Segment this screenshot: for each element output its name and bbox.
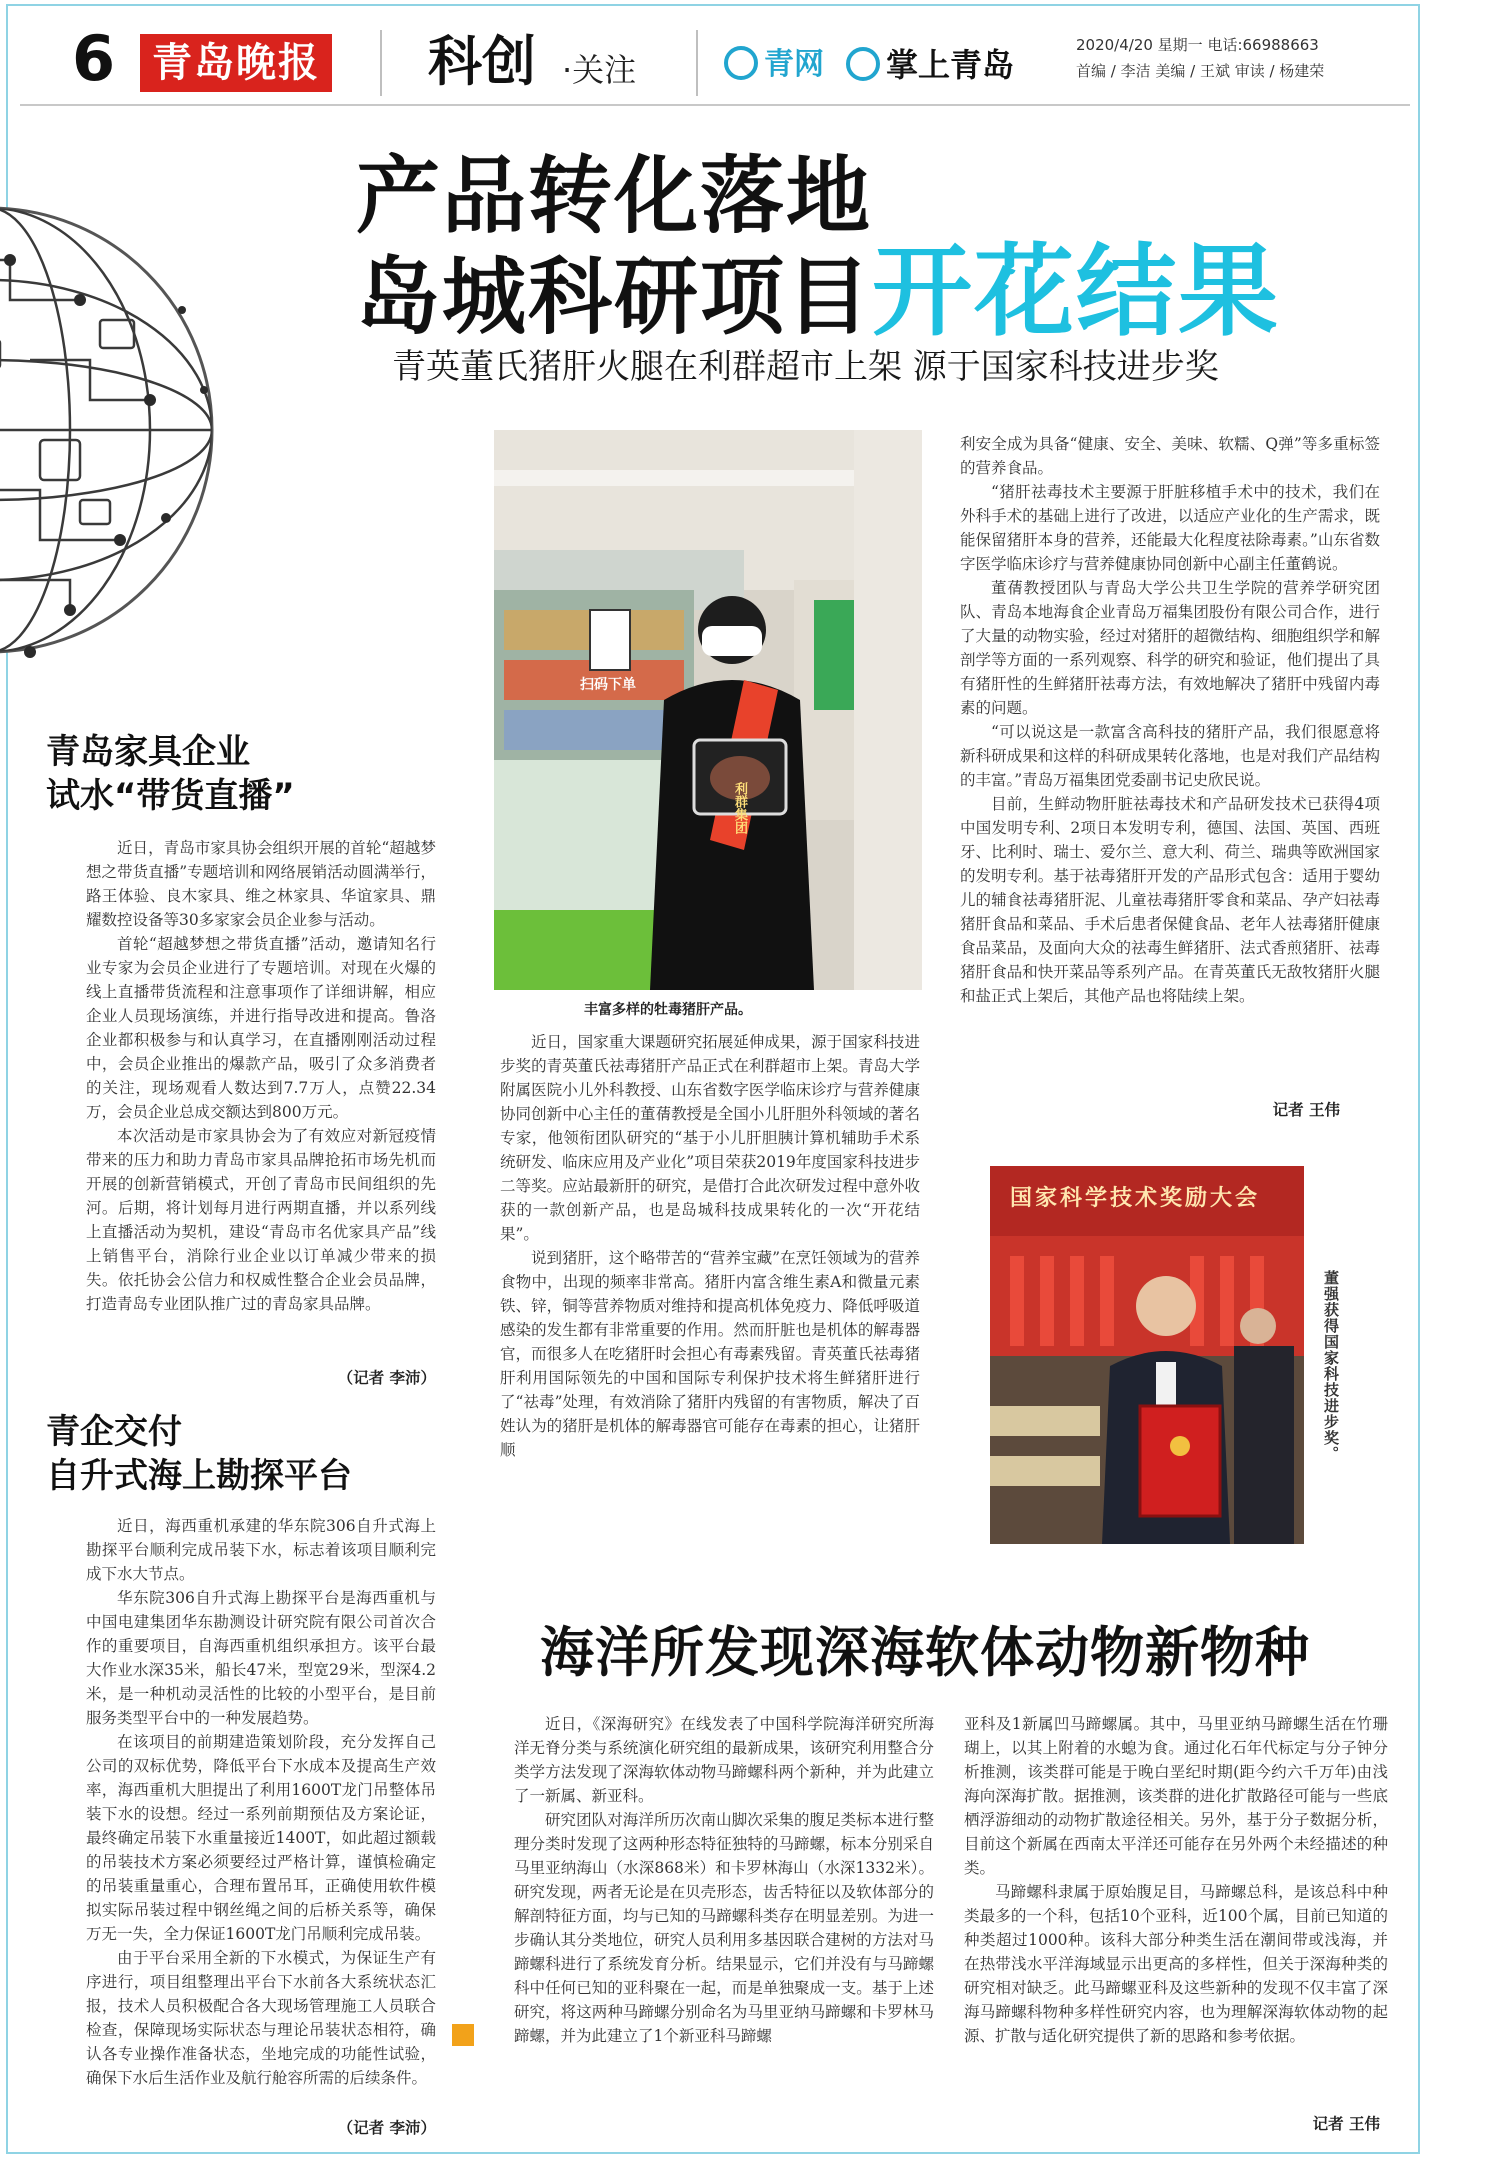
paragraph: 由于平台采用全新的下水模式，为保证生产有序进行，项目组整理出平台下水前各大系统状态汇报，技术人员积极配合各大现场管理施工人员联合检查，保障现场实际状态与理论吊装状态相符，确认各专业操作准备状态，坐地完成的功能性试验，确保下水后生活作业及航行舱容所需的后续条件。: [86, 1949, 436, 2087]
paragraph: 说到猪肝，这个略带苦的“营养宝藏”在烹饪领域为的营养食物中，出现的频率非常高。猪肝内富含维生素A和微量元素铁、锌，铜等营养物质对维持和提高机体免疫力、降低呼吸道感染的发生都有非常重要的作用。然而肝脏也是机体的解毒器官，而很多人在吃猪肝时会担心有毒素残留。青英董氏祛毒猪肝利用国际领先的中国和国际专利保护技术将生鲜猪肝进行了“祛毒”处理，有效消除了猪肝内残留的有害物质，解决了百姓认为的猪肝是机体的解毒器官可能存在毒素的担心，让猪肝顺: [500, 1249, 920, 1459]
paragraph: 近日，国家重大课题研究拓展延伸成果，源于国家科技进步奖的青英董氏祛毒猪肝产品正式在利群超市上架。青岛大学附属医院小儿外科教授、山东省数字医学临床诊疗与营养健康协同创新中心主任的董蒨教授是全国小儿肝胆外科领域的著名专家，他领衔团队研究的“基于小儿肝胆胰计算机辅助手术系统研发、临床应用及产业化”项目荣获2019年度国家科技进步二等奖。应站最新肝的研究，是借打合此次研发过程中意外收获的一款创新产品，也是岛城科技成果转化的一次“开花结果”。: [500, 1033, 920, 1243]
paragraph: 亚科及1新属凹马蹄螺属。其中，马里亚纳马蹄螺生活在竹珊瑚上，以其上附着的水螅为食。通过化石年代标定与分子钟分析推测，该类群可能是于晚白垩纪时期(距今约六千万年)由浅海向深海扩散。据推测，该类群的进化扩散路径可能与一些底栖浮游细动的动物扩散途径相关。另外，基于分子数据分析，目前这个新属在西南太平洋还可能存在另外两个未经描述的种类。: [964, 1715, 1388, 1877]
date-line: 2020/4/20 星期一 电话:66988663: [1076, 36, 1319, 54]
paragraph: 马蹄螺科隶属于原始腹足目，马蹄螺总科，是该总科中种类最多的一个科，包括10个亚科，近100个属，目前已知道的种类超过1000种。该科大部分种类生活在潮间带或浅海，并在热带浅水平洋海域显示出更高的多样性，但关于深海种类的研究相对缺乏。此马蹄螺亚科及这些新种的发现不仅丰富了深海马蹄螺科物种多样性研究内容，也为理解深海软体动物的起源、扩散与适化研究提供了新的思路和参考依据。: [964, 1883, 1388, 2045]
paragraph: 本次活动是市家具协会为了有效应对新冠疫情带来的压力和助力青岛市家具品牌抢拓市场先机而开展的创新营销模式，开创了青岛市民间组织的先河。后期，将计划每月进行两期直播，并以系列线上直播活动为契机，建设“青岛市名优家具产品”线上销售平台，消除行业企业以订单减少带来的损失。依托协会公信力和权威性整合企业会员品牌，打造青岛专业团队推广过的青岛家具品牌。: [86, 1127, 436, 1313]
bottom-story-col2: [964, 1712, 1388, 2108]
side-story2-title-line2: 自升式海上勘探平台: [46, 1456, 352, 1496]
main-headline-line2: [356, 233, 1281, 350]
paragraph: 目前，生鲜动物肝脏祛毒技术和产品研发技术已获得4项中国发明专利、2项日本发明专利，德国、法国、英国、西班牙、比利时、瑞士、爱尔兰、意大利、荷兰、瑞典等欧洲国家的发明专利。基于祛毒猪肝开发的产品形式包含：适用于婴幼儿的辅食祛毒猪肝泥、儿童祛毒猪肝零食和菜品、孕产妇祛毒猪肝食品和菜品、手术后患者保健食品、老年人祛毒猪肝健康食品菜品，及面向大众的祛毒生鲜猪肝、法式香煎猪肝、祛毒猪肝食品和快开菜品等系列产品。在青英董氏无敌牧猪肝火腿和盐正式上架后，其他产品也将陆续上架。: [960, 795, 1380, 1005]
bottom-story-signature: 记者 王伟: [1312, 2115, 1380, 2133]
qingwang-logo-icon: [724, 46, 758, 80]
photo-award-ceremony: [990, 1166, 1304, 1544]
section-subtitle: ·关注: [562, 51, 637, 89]
photo-supermarket-image: [494, 430, 922, 990]
editors-line: 首编 / 李洁 美编 / 王斌 审读 / 杨建荣: [1076, 62, 1325, 80]
header-divider: [696, 30, 698, 96]
section-title: 科创: [428, 30, 536, 93]
side-story1-signature: （记者 李沛）: [337, 1369, 436, 1387]
paragraph: 董蒨教授团队与青岛大学公共卫生学院的营养学研究团队、青岛本地海食企业青岛万福集团股份有限公司合作，进行了大量的动物实验，经过对猪肝的超微结构、细胞组织学和解剖学等方面的一系列观察、科学的研究和验证，他们提出了具有猪肝性的生鲜猪肝祛毒方法，有效地解决了猪肝中残留内毒素的问题。: [960, 579, 1380, 717]
side-story2-signature: （记者 李沛）: [337, 2119, 436, 2137]
main-subheadline: 青英董氏猪肝火腿在利群超市上架 源于国家科技进步奖: [392, 347, 1219, 387]
side-story1-title-line1: 青岛家具企业: [46, 732, 250, 772]
bottom-story-col1: [514, 1712, 934, 2132]
side-story1-body: [86, 836, 436, 1366]
brand-app-label: 掌上青岛: [886, 46, 1015, 84]
paragraph: 近日，海西重机承建的华东院306自升式海上勘探平台顺利完成吊装下水，标志着该项目顺利完成下水大节点。: [86, 1517, 436, 1583]
side-story2-body: [86, 1514, 436, 2114]
main-story-col2: [960, 432, 1380, 1096]
brand-qingwang: [724, 42, 824, 88]
bottom-story-headline: 海洋所发现深海软体动物新物种: [540, 1621, 1310, 1684]
paragraph: 利安全成为具备“健康、安全、美味、软糯、Q弹”等多重标签的营养食品。: [960, 435, 1380, 477]
paragraph: 华东院306自升式海上勘探平台是海西重机与中国电建集团华东勘测设计研究院有限公司首次合作的重要项目，自海西重机组织承担方。该平台最大作业水深35米，船长47米，型宽29米，型深4.2米，是一种机动灵活性的比较的小型平台，是目前服务类型平台中的一种发展趋势。: [86, 1589, 436, 1727]
masthead-logo: 青岛晚报: [140, 34, 332, 92]
photo-sash-text: 利群集团: [732, 782, 747, 834]
paragraph: 研究团队对海洋所历次南山脚次采集的腹足类标本进行整理分类时发现了这两种形态特征独特的马蹄螺，标本分别采自马里亚纳海山（水深868米）和卡罗林海山（水深1332米）。研究发现，两者无论是在贝壳形态，齿舌特征以及软体部分的解剖特征方面，均与已知的马蹄螺科类存在明显差别。为进一步确认其分类地位，研究人员利用多基因联合建树的方法对马蹄螺科进行了系统发育分析。结果显示，它们并没有与马蹄螺科中任何已知的亚科聚在一起，而是单独聚成一支。基于上述研究，将这两种马蹄螺分别命名为马里亚纳马蹄螺和卡罗林马蹄螺，并为此建立了1个新亚科马蹄螺: [514, 1811, 934, 2045]
photo-award-image: [990, 1166, 1304, 1544]
section-marker: [452, 2024, 474, 2046]
brand-qingwang-label: 青网: [764, 47, 824, 82]
main-story-signature: 记者 王伟: [1272, 1101, 1340, 1119]
header-divider: [380, 30, 382, 96]
app-logo-icon: [846, 47, 880, 81]
photo-caption: 丰富多样的牡毒猪肝产品。: [584, 1002, 752, 1018]
paragraph: 首轮“超越梦想之带货直播”活动，邀请知名行业专家为会员企业进行了专题培训。对现在火爆的线上直播带货流程和注意事项作了详细讲解，相应企业人员现场演练，并进行指导改进和提高。鲁洛企业都积极参与和认真学习，在直播刚刚活动过程中，会员企业推出的爆款产品，吸引了众多消费者的关注，现场观看人数达到7.7万人，点赞22.34万，会员企业总成交额达到800万元。: [86, 935, 436, 1121]
globe-illustration: [0, 140, 242, 660]
main-headline-line1: 产品转化落地: [356, 147, 873, 245]
side-story1-title-line2: 试水“带货直播”: [46, 776, 295, 816]
photo-sign-label: 扫码下单: [580, 677, 636, 693]
paragraph: 近日，青岛市家具协会组织开展的首轮“超越梦想之带货直播”专题培训和网络展销活动圆满举行，路王体验、良木家具、维之林家具、华谊家具、鼎耀数控设备等30多家家会员企业参与活动。: [86, 839, 436, 929]
paragraph: “可以说这是一款富含高科技的猪肝产品，我们很愿意将新科研成果和这样的科研成果转化落地，也是对我们产品结构的丰富。”青岛万福集团党委副书记史欣民说。: [960, 723, 1380, 789]
main-headline-line2-a: 岛城科研项目: [356, 248, 873, 346]
photo-supermarket: [494, 430, 922, 990]
paragraph: 近日，《深海研究》在线发表了中国科学院海洋研究所海洋无脊分类与系统演化研究组的最新成果，该研究利用整合分类学方法发现了深海软体动物马蹄螺科两个新种，并为此建立了一新属、新亚科。: [514, 1715, 934, 1805]
side-story2-title-line1: 青企交付: [46, 1412, 182, 1452]
photo-award-banner: 国家科学技术奖励大会: [1010, 1186, 1261, 1211]
paragraph: “猪肝祛毒技术主要源于肝脏移植手术中的技术，我们在外科手术的基础上进行了改进，以适应产业化的生产需求，既能保留猪肝本身的营养，还能最大化程度祛除毒素。”山东省数字医学临床诊疗与营养健康协同创新中心副主任董鹤说。: [960, 483, 1380, 573]
page-number: 6: [72, 22, 116, 95]
header-rule: [20, 104, 1410, 106]
main-headline-highlight: 开花结果: [872, 233, 1281, 350]
brand-app: [846, 42, 1014, 88]
paragraph: 在该项目的前期建造策划阶段，充分发挥自己公司的双标优势，降低平台下水成本及提高生产效率，海西重机大胆提出了利用1600T龙门吊整体吊装下水的设想。经过一系列前期预估及方案论证，最终确定吊装下水重量接近1400T，如此超过额载的吊装技术方案必须要经过严格计算，谨慎检确定的吊装重量重心，合理布置吊耳，正确使用软件模拟实际吊装过程中钢丝绳之间的后桥关系等，确保万无一失，全力保证1600T龙门吊顺利完成吊装。: [86, 1733, 436, 1943]
photo2-caption: 董强获得国家科技进步奖。: [1322, 1270, 1340, 1462]
main-story-col1: [500, 1030, 920, 1570]
